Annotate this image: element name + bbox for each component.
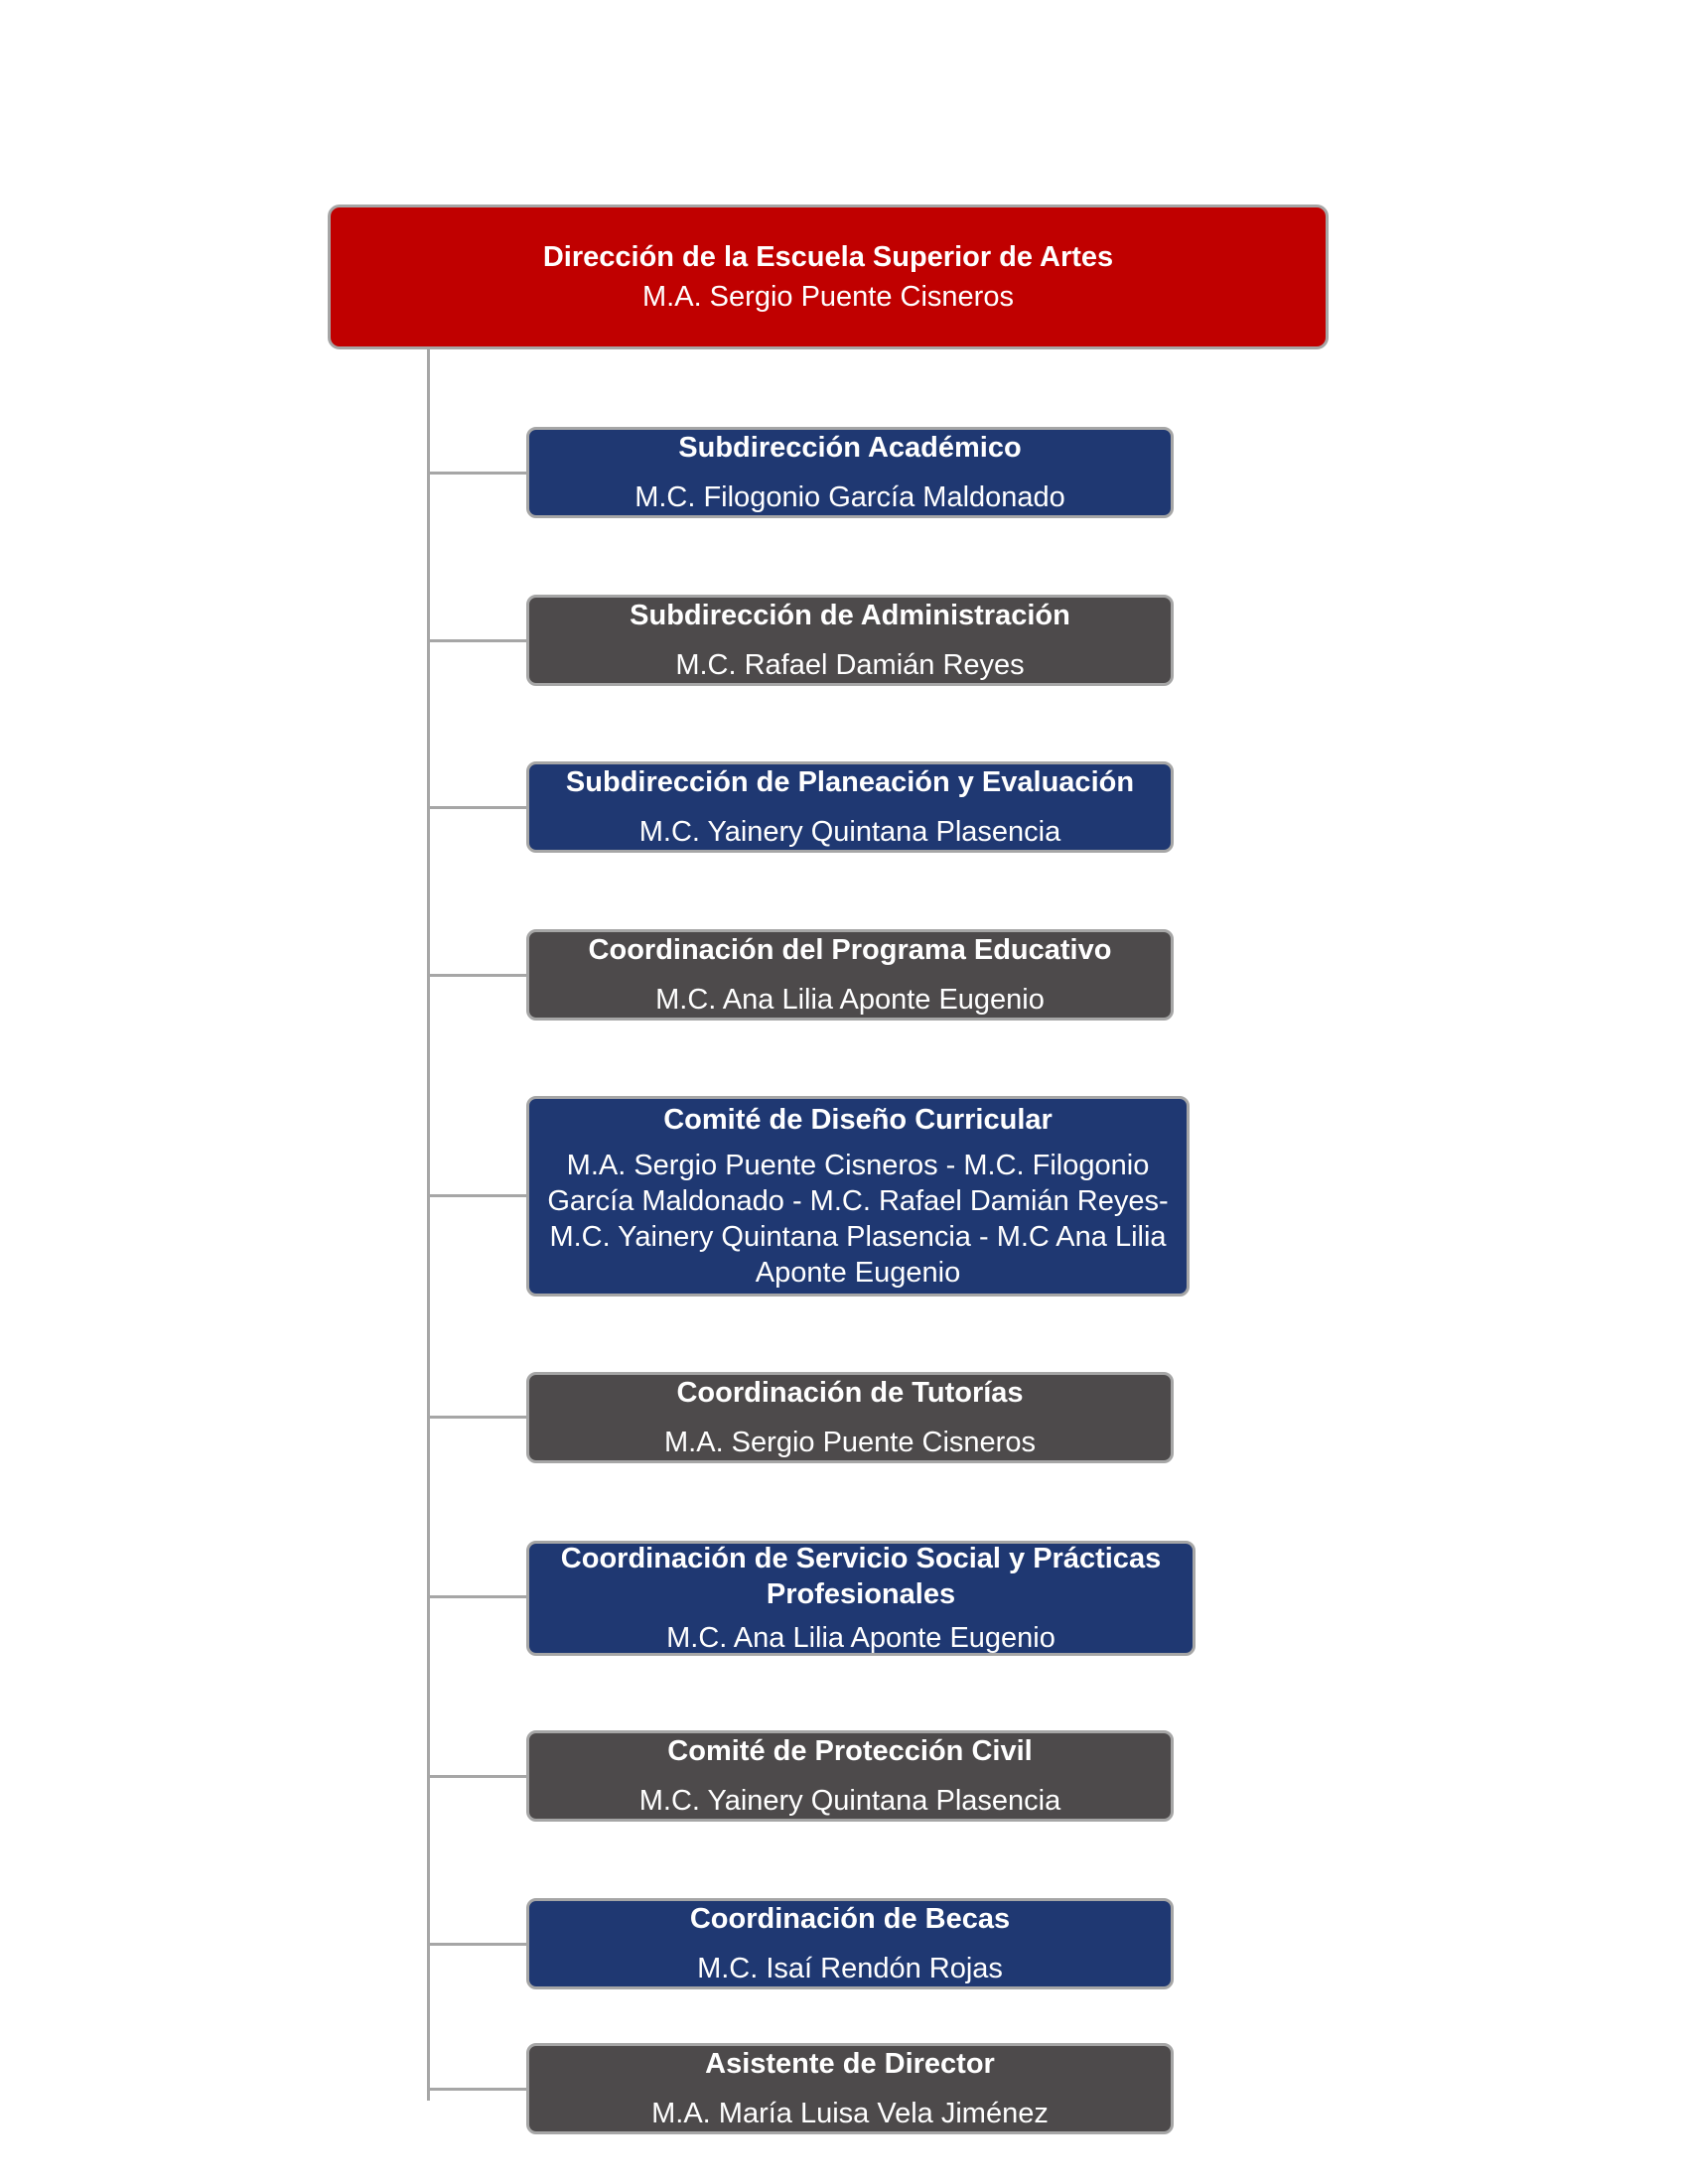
root-person: M.A. Sergio Puente Cisneros bbox=[642, 281, 1014, 313]
branch-connector bbox=[427, 806, 530, 809]
unit-box bbox=[526, 427, 1174, 518]
unit-person: M.A. Sergio Puente Cisneros - M.C. Filogonio García Maldonado - M.C. Rafael Damián Reyes- M.C. Yainery Quintana Plasencia - M.C Ana Lilia Aponte Eugenio bbox=[547, 1150, 1169, 1289]
unit-title: Subdirección Académico bbox=[678, 432, 1022, 464]
unit-person: M.C. Yainery Quintana Plasencia bbox=[638, 1785, 1061, 1817]
branch-connector bbox=[427, 1775, 530, 1778]
unit-person: M.C. Isaí Rendón Rojas bbox=[697, 1953, 1003, 1984]
unit-box bbox=[526, 1096, 1190, 1297]
unit-person: M.C. Rafael Damián Reyes bbox=[675, 649, 1025, 681]
unit-person: M.A. María Luisa Vela Jiménez bbox=[651, 2098, 1049, 2129]
unit-title: Subdirección de Administración bbox=[630, 600, 1070, 631]
root-title: Dirección de la Escuela Superior de Artes bbox=[542, 241, 1114, 273]
unit-person: M.A. Sergio Puente Cisneros bbox=[664, 1427, 1036, 1458]
unit-box bbox=[526, 1541, 1196, 1656]
unit-title: Asistente de Director bbox=[705, 2048, 995, 2080]
unit-person: M.C. Ana Lilia Aponte Eugenio bbox=[655, 984, 1045, 1016]
unit-box bbox=[526, 1730, 1174, 1822]
unit-person: M.C. Filogonio García Maldonado bbox=[634, 481, 1065, 513]
unit-title: Coordinación de Tutorías bbox=[676, 1377, 1024, 1409]
unit-title: Comité de Diseño Curricular bbox=[663, 1104, 1053, 1136]
unit-box bbox=[526, 595, 1174, 686]
unit-person: M.C. Ana Lilia Aponte Eugenio bbox=[666, 1622, 1055, 1654]
root-node bbox=[328, 205, 1329, 349]
unit-person: M.C. Yainery Quintana Plasencia bbox=[638, 816, 1061, 848]
branch-connector bbox=[427, 1595, 530, 1598]
unit-box bbox=[526, 761, 1174, 853]
unit-title: Comité de Protección Civil bbox=[667, 1735, 1033, 1767]
unit-title: Coordinación del Programa Educativo bbox=[588, 934, 1112, 966]
branch-connector bbox=[427, 1943, 530, 1946]
unit-box bbox=[526, 929, 1174, 1021]
unit-box bbox=[526, 1372, 1174, 1463]
branch-connector bbox=[427, 639, 530, 642]
branch-connector bbox=[427, 974, 530, 977]
unit-title: Subdirección de Planeación y Evaluación bbox=[565, 766, 1135, 798]
unit-box bbox=[526, 1898, 1174, 1989]
trunk-connector bbox=[427, 349, 430, 2101]
branch-connector bbox=[427, 1416, 530, 1419]
branch-connector bbox=[427, 472, 530, 475]
unit-title: Coordinación de Servicio Social y Prácticas Profesionales bbox=[560, 1543, 1162, 1610]
branch-connector bbox=[427, 1194, 530, 1197]
branch-connector bbox=[427, 2088, 530, 2091]
unit-title: Coordinación de Becas bbox=[689, 1903, 1011, 1935]
unit-box bbox=[526, 2043, 1174, 2134]
